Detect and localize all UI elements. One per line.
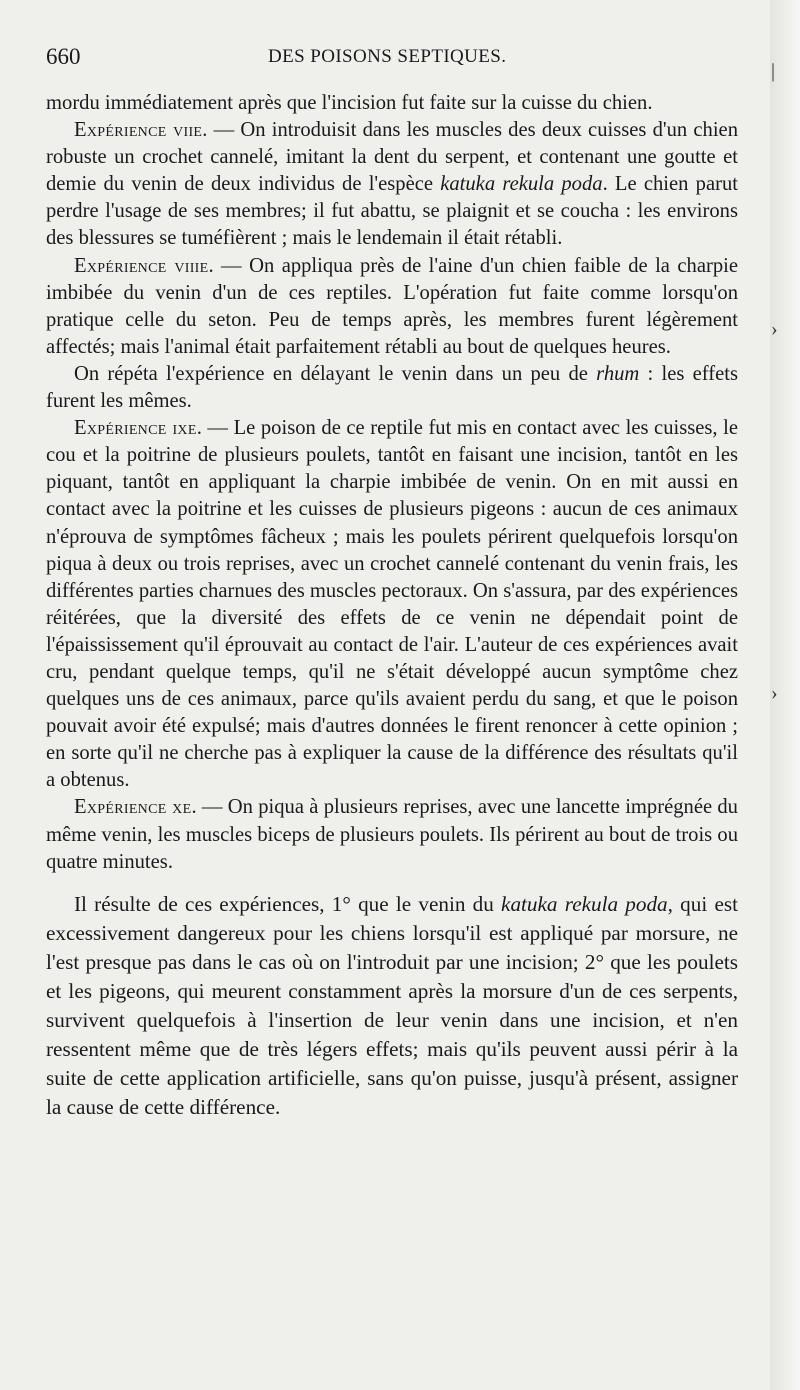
margin-mark: | <box>771 60 776 82</box>
text-segment: On répéta l'expérience en délayant le venin dans un peu de <box>74 362 597 385</box>
experiment-heading: Expérience ixe <box>74 417 197 440</box>
text-segment: . Le chien parut perdre l'usage de ses membres; il fut abattu, se plaignit et se coucha : les environs des blessures se tuméfièrent ; mais le lendemain il était rétabli. <box>46 173 738 250</box>
text-segment: Il résulte de ces expériences, 1° que le venin du <box>74 891 502 916</box>
experiment-heading: Expérience viiie <box>74 254 209 277</box>
italic-term: katuka rekula poda <box>440 173 603 196</box>
paragraph-4 <box>46 415 738 794</box>
text-segment: . — On piqua à plusieurs reprises, avec une lancette imprégnée du même venin, les muscles biceps de plusieurs poulets. Ils périrent au bout de trois ou quatre minutes. <box>46 796 738 873</box>
experiment-heading: Expérience xe <box>74 796 192 819</box>
text-segment: . — On introduisit dans les muscles des deux cuisses d'un chien robuste un crochet cannelé, imitant la dent du serpent, et contenant une goutte et demie du venin de deux individus de l'espèce <box>46 119 738 196</box>
paragraph-6 <box>46 890 738 1122</box>
paragraph-0 <box>46 90 738 117</box>
text-segment: : les effets furent les mêmes. <box>46 362 738 413</box>
text-segment: mordu immédiatement après que l'incision fut faite sur la cuisse du chien. <box>46 92 653 114</box>
body-text <box>46 90 738 1122</box>
paragraph-1 <box>46 117 738 252</box>
page-number: 660 <box>46 44 81 69</box>
margin-mark: › <box>771 318 778 340</box>
paragraph-5 <box>46 794 738 875</box>
text-segment: . — On appliqua près de l'aine d'un chien faible de la charpie imbibée du venin d'un de ces reptiles. L'opération fut faite comme lorsqu'on pratique celle du seton. Peu de temps après, les membres furent légèrement affectés; mais l'animal était parfaitement rétabli au bout de quelques heures. <box>46 254 738 358</box>
paragraph-2 <box>46 253 738 361</box>
experiment-heading: Expérience viie <box>74 119 203 142</box>
running-head-title: DES POISONS SEPTIQUES. <box>268 46 507 67</box>
paragraph-3 <box>46 361 738 415</box>
italic-term: rhum <box>596 362 640 385</box>
text-segment: . — Le poison de ce reptile fut mis en contact avec les cuisses, le cou et la poitrine de plusieurs poulets, tantôt en faisant une incision, tantôt en les piquant, tantôt en appliquant la charpie imbibée de venin. On en mit aussi en contact avec la poitrine et les cuisses de plusieurs pigeons : aucun de ces animaux n'éprouva de symptômes fâcheux ; mais les poulets périrent quelquefois lorsqu'on piqua à deux ou trois reprises, avec un crochet cannelé contenant du venin frais, les différentes parties charnues des muscles pectoraux. On s'assura, par des expériences réitérées, que la diversité des effets de ce venin ne dépendait point de l'épaississement qu'il éprouvait au contact de l'air. L'auteur de ces expériences avait cru, pendant quelque temps, qu'il ne s'était développé aucun symptôme chez quelques uns de ces animaux, parce qu'ils avaient perdu du sang, et que le poison pouvait avoir été expulsé; mais d'autres données le firent renoncer à cette opinion ; en sorte qu'il ne cherche pas à expliquer la cause de la différence des résultats qu'il a obtenus. <box>46 417 738 792</box>
text-segment: , qui est excessivement dangereux pour les chiens lorsqu'il est appliqué par morsure, ne l'est presque pas dans le cas où on l'introduit par une incision; 2° que les poulets et les pigeons, qui meurent constamment après la morsure d'un de ces serpents, survivent quelquefois à l'insertion de leur venin dans une incision, et n'en ressentent même que de très légers effets; mais qu'ils peuvent aussi périr à la suite de cette application artificielle, sans qu'on puisse, jusqu'à présent, assigner la cause de cette différence. <box>46 891 738 1119</box>
running-head <box>46 44 736 74</box>
margin-mark: › <box>771 682 778 704</box>
italic-term: katuka rekula poda <box>501 891 668 916</box>
